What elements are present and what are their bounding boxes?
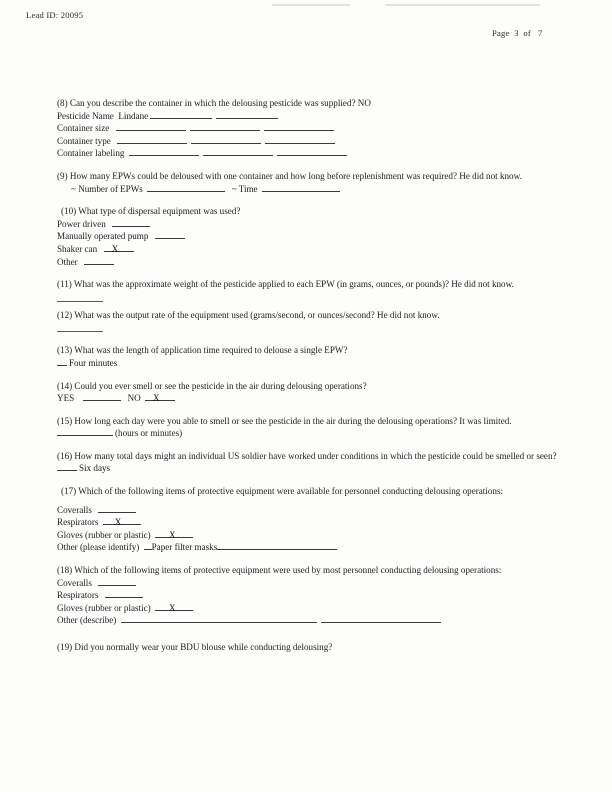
unit-label: (hours or minutes) — [115, 428, 183, 439]
yes-rule[interactable] — [83, 392, 121, 401]
time-rule[interactable] — [262, 183, 340, 192]
option-label: Gloves (rubber or plastic) — [57, 602, 151, 613]
question-17-option-coveralls — [57, 504, 562, 517]
fill-rule[interactable] — [150, 110, 212, 119]
epw-count-rule[interactable] — [147, 183, 225, 192]
question-10-option-other — [57, 256, 562, 269]
field-label: Container labeling — [57, 148, 125, 159]
fill-rule[interactable] — [117, 135, 187, 144]
lead-id-label: Lead ID: 20095 — [26, 10, 84, 20]
option-rule[interactable] — [105, 589, 143, 598]
fill-rule[interactable] — [264, 122, 334, 131]
question-11-text: (11) What was the approximate weight of the pesticide applied to each EPW (in grams, ounces, or pounds)? He did not know. — [57, 279, 514, 290]
questionnaire-body — [57, 98, 562, 654]
option-label: Respirators — [57, 590, 99, 601]
question-13-answer-line — [57, 357, 562, 370]
question-14-answer-line — [57, 392, 562, 405]
yes-label: YES — [57, 393, 75, 404]
option-label: Manually operated pump — [57, 231, 149, 242]
question-9 — [57, 171, 562, 195]
question-19 — [57, 642, 562, 654]
question-10 — [57, 206, 562, 268]
question-15-text: (15) How long each day were you able to smell or see the pesticide in the air during the delousing operations? It was limited. — [57, 415, 512, 426]
fill-rule[interactable] — [277, 147, 347, 156]
question-13-answer: Four minutes — [69, 357, 118, 368]
option-label: Other — [57, 256, 78, 267]
question-11-answer-rule[interactable] — [57, 300, 103, 302]
option-rule[interactable] — [155, 230, 185, 239]
question-9-text: (9) How many EPWs could be deloused with one container and how long before replenishment was required? He did not know. — [57, 170, 522, 181]
question-14 — [57, 381, 562, 405]
field-label: Container size — [57, 123, 110, 134]
option-rule[interactable] — [112, 218, 150, 227]
option-rule[interactable] — [98, 577, 136, 586]
field-label: Container type — [57, 135, 111, 146]
question-15 — [57, 416, 562, 440]
question-18-text: (18) Which of the following items of protective equipment were used by most personnel conducting delousing operations: — [57, 565, 502, 576]
page-header — [0, 10, 612, 50]
option-label: Other (please identify) — [57, 542, 140, 553]
option-rule-tail[interactable] — [321, 614, 441, 623]
option-label: Other (describe) — [57, 615, 117, 626]
fill-rule[interactable] — [191, 135, 261, 144]
question-17-text: (17) Which of the following items of protective equipment were available for personnel conducting delousing operations: — [61, 486, 504, 497]
question-13-text: (13) What was the length of application time required to delouse a single EPW? — [57, 345, 348, 356]
question-10-text: (10) What type of dispersal equipment was used? — [61, 206, 241, 217]
option-label: Coveralls — [57, 577, 92, 588]
question-12 — [57, 310, 562, 333]
question-16-answer: Six days — [79, 463, 111, 474]
epw-count-label: ~ Number of EPWs — [71, 183, 143, 194]
scan-artifact-streak — [272, 4, 350, 6]
answer-rule[interactable] — [57, 427, 113, 436]
fill-rule[interactable] — [265, 135, 335, 144]
question-16 — [57, 451, 562, 475]
question-17-option-other — [57, 541, 562, 554]
question-12-text: (12) What was the output rate of the equipment used (grams/second, or ounces/second? He did not know. — [57, 309, 440, 320]
fill-rule[interactable] — [216, 110, 278, 119]
option-label: Shaker can — [57, 243, 98, 254]
question-18 — [57, 565, 562, 627]
question-14-text: (14) Could you ever smell or see the pesticide in the air during delousing operations? — [57, 380, 367, 391]
question-17-option-gloves — [57, 529, 562, 542]
option-label: Coveralls — [57, 504, 92, 515]
question-8-field-container-size — [57, 122, 562, 135]
question-8 — [57, 98, 562, 160]
question-18-option-gloves — [57, 602, 562, 615]
option-mark: X — [114, 517, 122, 528]
fill-rule[interactable] — [190, 122, 260, 131]
question-11 — [57, 279, 562, 302]
question-10-option-manual-pump — [57, 230, 562, 243]
question-8-field-pesticide-name — [57, 110, 562, 123]
option-label: Gloves (rubber or plastic) — [57, 529, 151, 540]
question-10-option-shaker-can — [57, 243, 562, 256]
answer-rule[interactable] — [57, 462, 77, 471]
question-16-text: (16) How many total days might an individual US soldier have worked under conditions in which the pesticide could be smelled or seen? — [57, 450, 557, 461]
option-mark: X — [168, 602, 176, 613]
option-rule[interactable] — [144, 541, 152, 550]
option-rule-tail[interactable] — [217, 541, 337, 550]
question-8-field-container-type — [57, 135, 562, 148]
question-12-answer-rule[interactable] — [57, 330, 103, 332]
question-18-option-other — [57, 614, 562, 627]
option-rule[interactable] — [103, 516, 141, 528]
no-mark: X — [152, 393, 160, 404]
time-label: ~ Time — [231, 183, 258, 194]
question-15-answer-line — [57, 427, 562, 440]
no-label: NO — [127, 393, 141, 404]
question-9-answers — [57, 183, 562, 196]
fill-rule[interactable] — [116, 122, 186, 131]
option-mark: Paper filter masks — [151, 542, 218, 553]
fill-rule[interactable] — [203, 147, 273, 156]
option-mark: X — [111, 243, 119, 254]
option-mark: X — [168, 529, 176, 540]
option-label: Power driven — [57, 218, 106, 229]
question-18-option-coveralls — [57, 577, 562, 590]
page-number-label: Page 3 of 7 — [492, 28, 543, 38]
answer-rule[interactable] — [57, 357, 67, 366]
option-label: Respirators — [57, 517, 99, 528]
question-18-option-respirators — [57, 589, 562, 602]
fill-rule[interactable] — [129, 147, 199, 156]
question-13 — [57, 345, 562, 369]
question-10-option-power-driven — [57, 218, 562, 231]
question-8-field-container-labeling — [57, 147, 562, 160]
question-19-text: (19) Did you normally wear your BDU blouse while conducting delousing? — [57, 642, 333, 652]
option-rule[interactable] — [98, 504, 136, 513]
option-rule[interactable] — [121, 614, 317, 623]
option-rule[interactable] — [84, 256, 114, 265]
option-rule[interactable] — [104, 243, 134, 252]
question-16-answer-line — [57, 462, 562, 475]
scan-artifact-streak — [385, 4, 540, 6]
question-8-text: (8) Can you describe the container in which the delousing pesticide was supplied? NO — [57, 98, 371, 108]
question-17 — [57, 486, 562, 554]
question-17-option-respirators — [57, 516, 562, 529]
field-value: Lindane — [118, 110, 149, 121]
field-label: Pesticide Name — [57, 110, 114, 121]
